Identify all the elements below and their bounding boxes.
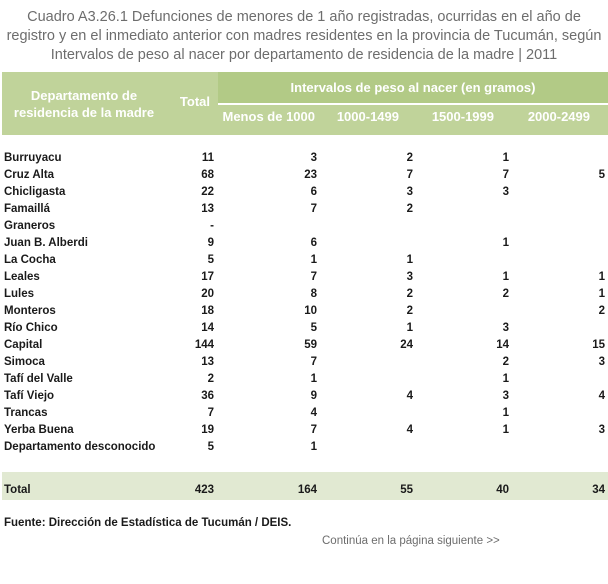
interval-0-value: 1 — [310, 373, 317, 385]
interval-3-value: 2 — [598, 305, 605, 317]
total-value: 13 — [201, 356, 214, 368]
total-value: 18 — [201, 305, 214, 317]
total-value: 5 — [207, 254, 214, 266]
interval-3-value: 1 — [598, 288, 605, 300]
interval-1-value: 7 — [406, 169, 413, 181]
interval-0-value: 7 — [310, 356, 317, 368]
table-row — [0, 371, 608, 388]
interval-header-0: Menos de 1000 — [222, 109, 315, 124]
continue-link[interactable]: Continúa en la página siguiente >> — [322, 535, 500, 547]
interval-0-value: 6 — [310, 237, 317, 249]
interval-0-value: 23 — [304, 169, 317, 181]
total-value: 2 — [207, 373, 214, 385]
interval-1-value: 1 — [406, 322, 413, 334]
interval-0-value: 8 — [310, 288, 317, 300]
total-value: 22 — [201, 186, 214, 198]
table-row — [0, 167, 608, 184]
interval-3-value: 15 — [592, 339, 605, 351]
department-name: Burruyacu — [4, 152, 62, 164]
source-note: Fuente: Dirección de Estadística de Tucumán / DEIS. — [4, 517, 292, 529]
interval-2-value: 1 — [502, 373, 509, 385]
total-value: - — [210, 220, 214, 232]
interval-2-value: 2 — [502, 356, 509, 368]
interval-0-value: 9 — [310, 390, 317, 402]
interval-header-1: 1000-1499 — [336, 109, 399, 124]
total-value: 14 — [201, 322, 214, 334]
department-name: Chicligasta — [4, 186, 66, 198]
total-value: 423 — [194, 484, 214, 496]
department-name: Trancas — [4, 407, 48, 419]
interval-2-value: 1 — [502, 237, 509, 249]
department-name: Cruz Alta — [4, 169, 55, 181]
table-row — [0, 252, 608, 269]
department-name: Simoca — [4, 356, 45, 368]
total-value: 5 — [207, 441, 214, 453]
interval-2-value: 7 — [502, 169, 509, 181]
department-header-line-2: residencia de la madre — [13, 105, 155, 120]
table-row — [0, 286, 608, 303]
interval-0-value: 7 — [310, 424, 317, 436]
interval-2-value: 14 — [496, 339, 509, 351]
interval-0-value: 7 — [310, 271, 317, 283]
total-value: 68 — [201, 169, 214, 181]
department-name: Lules — [4, 288, 35, 300]
total-value: 7 — [207, 407, 214, 419]
department-name: Juan B. Alberdi — [4, 237, 88, 249]
interval-0-value: 59 — [304, 339, 317, 351]
table-row — [0, 218, 608, 235]
total-value: 11 — [201, 152, 214, 164]
table-row — [0, 235, 608, 252]
intervals-group-header: Intervalos de peso al nacer (en gramos) — [290, 80, 536, 95]
department-name: Graneros — [4, 220, 56, 232]
interval-0-value: 5 — [310, 322, 317, 334]
table-row — [0, 201, 608, 218]
interval-1-value: 1 — [406, 254, 413, 266]
department-column-header — [4, 87, 164, 121]
total-value: 20 — [201, 288, 214, 300]
department-name: Yerba Buena — [4, 424, 74, 436]
total-label: Total — [4, 484, 31, 496]
department-name: Capital — [4, 339, 43, 351]
department-name: Monteros — [4, 305, 56, 317]
total-interval-2: 40 — [496, 484, 509, 496]
department-name: Tafí del Valle — [4, 373, 73, 385]
title-line-1: Cuadro A3.26.1 Defunciones de menores de 1 año registradas, ocurridas en el año de — [27, 9, 581, 25]
table-row — [0, 388, 608, 405]
department-name: Río Chico — [4, 322, 58, 334]
interval-1-value: 24 — [400, 339, 413, 351]
interval-1-value: 3 — [406, 186, 413, 198]
header-divider — [218, 103, 608, 105]
interval-2-value: 1 — [502, 271, 509, 283]
interval-2-value: 3 — [502, 322, 509, 334]
interval-1-value: 2 — [406, 152, 413, 164]
interval-1-value: 2 — [406, 288, 413, 300]
total-interval-1: 55 — [400, 484, 413, 496]
total-value: 144 — [194, 339, 214, 351]
interval-0-value: 10 — [304, 305, 317, 317]
total-row — [0, 482, 608, 499]
interval-1-value: 4 — [406, 390, 413, 402]
table-row — [0, 184, 608, 201]
total-value: 19 — [201, 424, 214, 436]
interval-2-value: 3 — [502, 186, 509, 198]
table-row — [0, 337, 608, 354]
department-name: Tafí Viejo — [4, 390, 55, 402]
interval-2-value: 2 — [502, 288, 509, 300]
interval-3-value: 3 — [598, 424, 605, 436]
interval-0-value: 3 — [310, 152, 317, 164]
interval-2-value: 1 — [502, 424, 509, 436]
department-name: La Cocha — [4, 254, 56, 266]
table-row — [0, 269, 608, 286]
total-value: 13 — [201, 203, 214, 215]
interval-2-value: 1 — [502, 407, 509, 419]
interval-header-2: 1500-1999 — [431, 109, 494, 124]
total-value: 9 — [207, 237, 214, 249]
table-row — [0, 439, 608, 456]
department-name: Famaillá — [4, 203, 51, 215]
title-line-3: Intervalos de peso al nacer por departamento de residencia de la madre | 2011 — [50, 47, 558, 63]
table-row — [0, 422, 608, 439]
table-row — [0, 320, 608, 337]
interval-1-value: 2 — [406, 305, 413, 317]
interval-1-value: 2 — [406, 203, 413, 215]
department-name: Departamento desconocido — [4, 441, 156, 453]
table-row — [0, 354, 608, 371]
interval-2-value: 1 — [502, 152, 509, 164]
interval-0-value: 7 — [310, 203, 317, 215]
interval-3-value: 4 — [598, 390, 605, 402]
total-value: 36 — [201, 390, 214, 402]
interval-2-value: 3 — [502, 390, 509, 402]
interval-0-value: 1 — [310, 441, 317, 453]
title-line-2: registro y en el inmediato anterior con madres residentes en la provincia de Tucumán, según — [6, 28, 602, 44]
total-interval-3: 34 — [592, 484, 605, 496]
total-value: 17 — [201, 271, 214, 283]
interval-0-value: 4 — [310, 407, 317, 419]
department-name: Leales — [4, 271, 40, 283]
interval-1-value: 3 — [406, 271, 413, 283]
table-row — [0, 303, 608, 320]
table-row — [0, 150, 608, 167]
total-column-header: Total — [179, 94, 210, 109]
table-row — [0, 405, 608, 422]
interval-1-value: 4 — [406, 424, 413, 436]
interval-0-value: 6 — [310, 186, 317, 198]
interval-3-value: 5 — [598, 169, 605, 181]
department-header-line-1: Departamento de — [30, 88, 138, 103]
interval-header-3: 2000-2499 — [527, 109, 590, 124]
interval-0-value: 1 — [310, 254, 317, 266]
table-title — [0, 8, 608, 65]
total-interval-0: 164 — [297, 484, 317, 496]
interval-3-value: 3 — [598, 356, 605, 368]
interval-3-value: 1 — [598, 271, 605, 283]
